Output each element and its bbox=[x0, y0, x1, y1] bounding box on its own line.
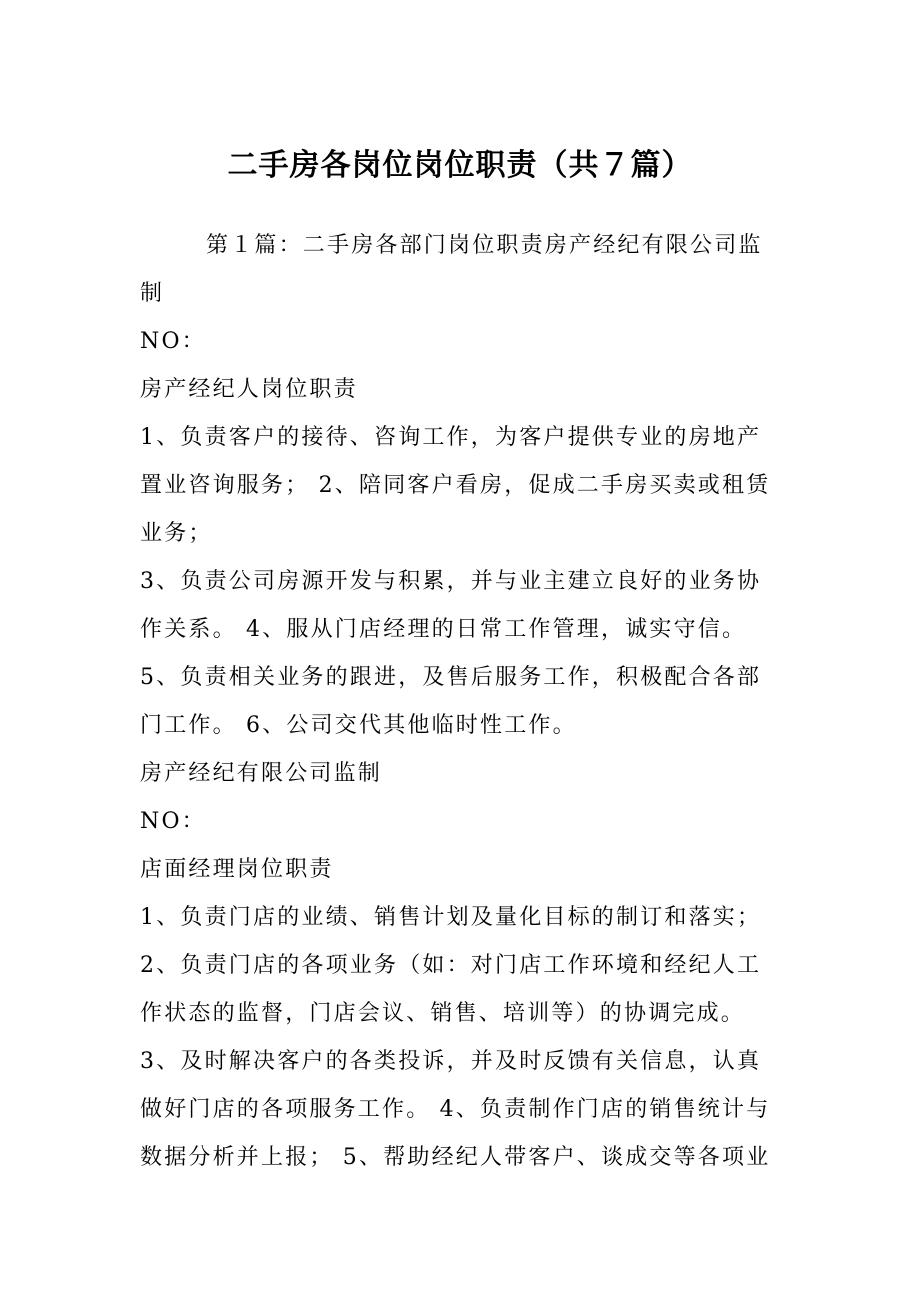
paragraph-line: 5、负责相关业务的跟进，及售后服务工作，积极配合各部 bbox=[140, 665, 762, 690]
paragraph-line: 1、负责客户的接待、咨询工作，为客户提供专业的房地产 bbox=[140, 425, 762, 450]
paragraph-line: 业务； bbox=[140, 521, 213, 546]
paragraph-line: NO： bbox=[140, 329, 206, 354]
paragraph-line: 第１篇：二手房各部门岗位职责房产经纪有限公司监 bbox=[206, 233, 763, 258]
paragraph-line: NO： bbox=[140, 809, 206, 834]
paragraph-line: 数据分析并上报； 5、帮助经纪人带客户、谈成交等各项业 bbox=[140, 1145, 771, 1170]
paragraph-line: 作状态的监督，门店会议、销售、培训等）的协调完成。 bbox=[140, 1001, 746, 1026]
paragraph-line: 做好门店的各项服务工作。 4、负责制作门店的销售统计与 bbox=[140, 1097, 771, 1122]
section-heading: 店面经理岗位职责 bbox=[140, 857, 334, 882]
paragraph-line: 置业咨询服务； 2、陪同客户看房，促成二手房买卖或租赁 bbox=[140, 473, 771, 498]
paragraph-line: 3、及时解决客户的各类投诉，并及时反馈有关信息，认真 bbox=[140, 1049, 762, 1074]
paragraph-line: 门工作。 6、公司交代其他临时性工作。 bbox=[140, 713, 577, 738]
paragraph-line: 作关系。 4、服从门店经理的日常工作管理，诚实守信。 bbox=[140, 617, 747, 642]
document-title: 二手房各岗位岗位职责（共７篇） bbox=[227, 148, 693, 183]
paragraph-line: 房产经纪有限公司监制 bbox=[140, 761, 383, 786]
section-heading: 房产经纪人岗位职责 bbox=[140, 377, 358, 402]
paragraph-line: 3、负责公司房源开发与积累，并与业主建立良好的业务协 bbox=[140, 569, 762, 594]
paragraph-line: 2、负责门店的各项业务（如：对门店工作环境和经纪人工 bbox=[140, 953, 762, 978]
paragraph-line: 1、负责门店的业绩、销售计划及量化目标的制订和落实； bbox=[140, 905, 762, 930]
paragraph-line: 制 bbox=[140, 281, 165, 306]
